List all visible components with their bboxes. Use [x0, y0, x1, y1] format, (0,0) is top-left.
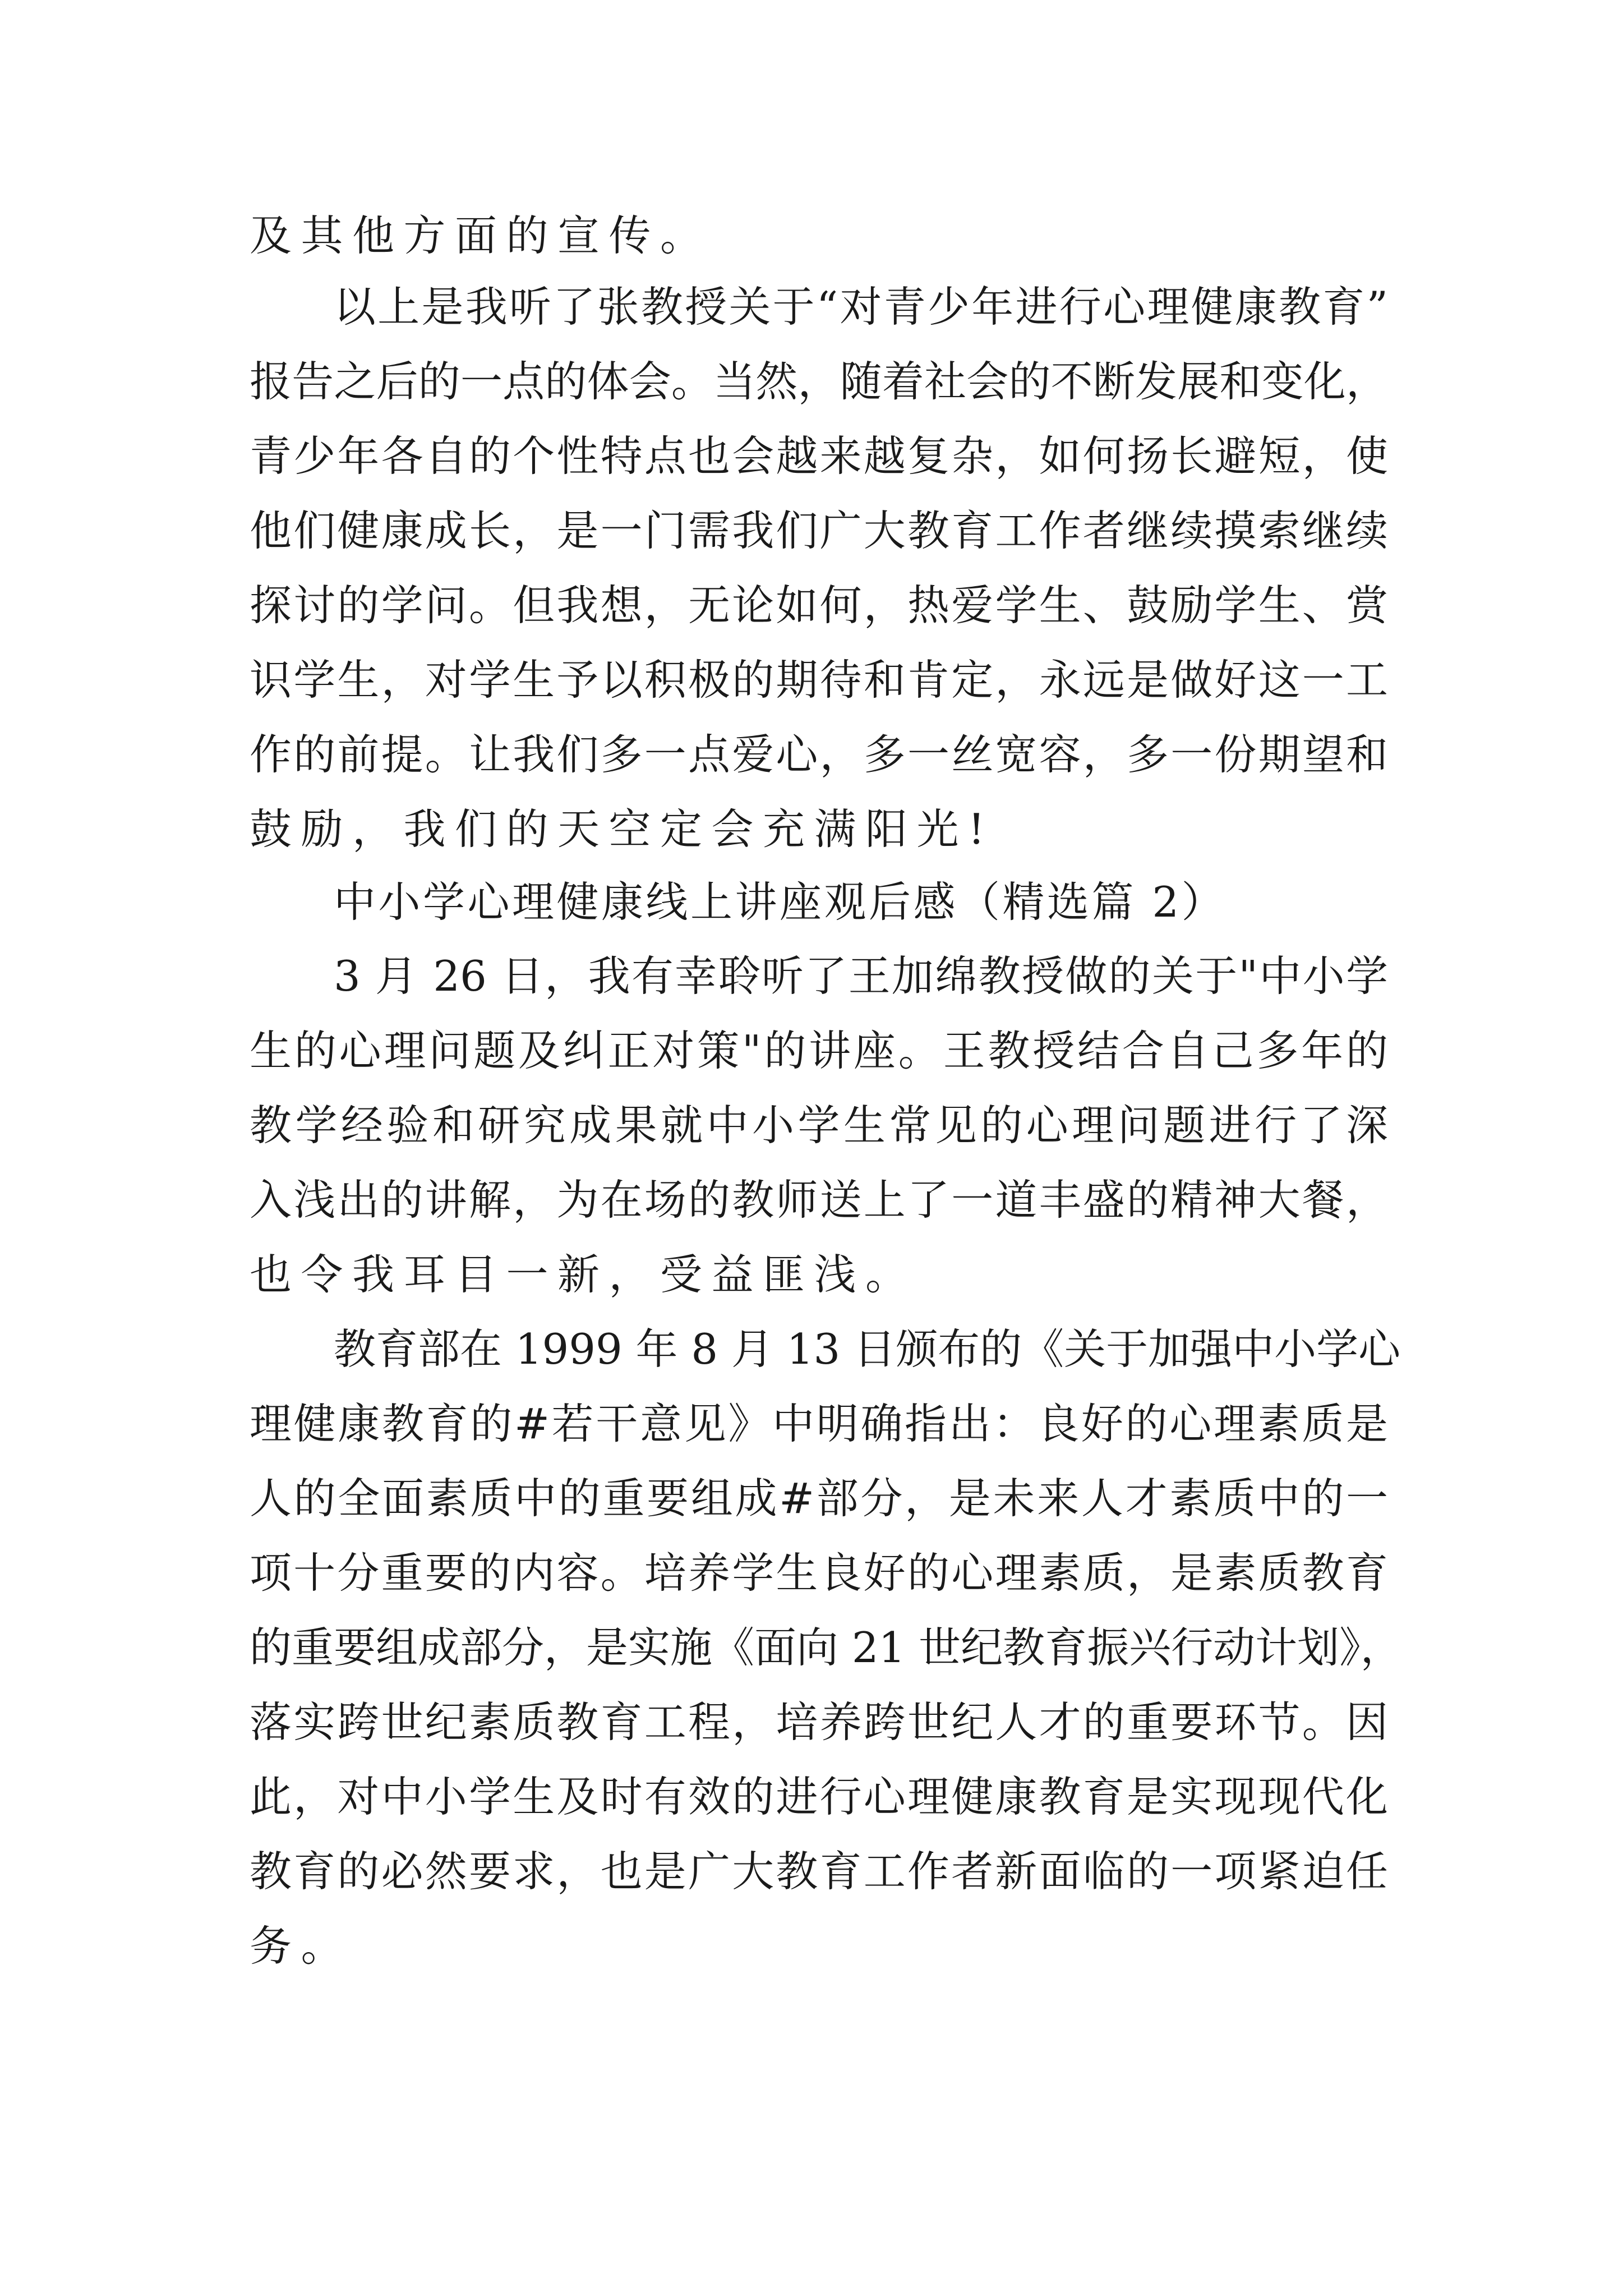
paragraph-line: 项十分重要的内容。培养学生良好的心理素质，是素质教育: [250, 1548, 1388, 1598]
paragraph-line: 理健康教育的#若干意见》中明确指出：良好的心理素质是: [250, 1399, 1388, 1448]
paragraph-line: 生的心理问题及纠正对策"的讲座。王教授结合自己多年的: [250, 1026, 1388, 1075]
paragraph-line: 他们健康成长，是一门需我们广大教育工作者继续摸索继续: [250, 506, 1388, 555]
paragraph-line: 以上是我听了张教授关于“对青少年进行心理健康教育”: [334, 282, 1388, 332]
paragraph-line: 及其他方面的宣传。: [250, 211, 712, 260]
paragraph-line: 人的全面素质中的重要组成#部分，是未来人才素质中的一: [250, 1474, 1388, 1523]
paragraph-line: 的重要组成部分，是实施《面向 21 世纪教育振兴行动计划》，: [250, 1623, 1403, 1672]
paragraph-line: 务。: [250, 1921, 353, 1971]
paragraph-line: 3 月 26 日，我有幸聆听了王加绵教授做的关于"中小学: [334, 951, 1388, 1001]
paragraph-line: 落实跨世纪素质教育工程，培养跨世纪人才的重要环节。因: [250, 1697, 1388, 1747]
paragraph-line: 教育的必然要求，也是广大教育工作者新面临的一项紧迫任: [250, 1847, 1388, 1896]
paragraph-line: 青少年各自的个性特点也会越来越复杂，如何扬长避短，使: [250, 431, 1388, 481]
paragraph-line: 探讨的学问。但我想，无论如何，热爱学生、鼓励学生、赏: [250, 581, 1388, 630]
paragraph-line: 教育部在 1999 年 8 月 13 日颁布的《关于加强中小学心: [334, 1324, 1401, 1374]
paragraph-line: 此，对中小学生及时有效的进行心理健康教育是实现现代化: [250, 1772, 1388, 1821]
paragraph-line: 鼓励，我们的天空定会充满阳光!: [250, 804, 994, 854]
paragraph-line: 入浅出的讲解，为在场的教师送上了一道丰盛的精神大餐，: [250, 1175, 1388, 1225]
paragraph-line: 作的前提。让我们多一点爱心，多一丝宽容，多一份期望和: [250, 730, 1388, 779]
paragraph-line: 也令我耳目一新，受益匪浅。: [250, 1250, 917, 1299]
paragraph-line: 识学生，对学生予以积极的期待和肯定，永远是做好这一工: [250, 655, 1388, 705]
paragraph-line: 教学经验和研究成果就中小学生常见的心理问题进行了深: [250, 1101, 1388, 1150]
paragraph-line: 报告之后的一点的体会。当然，随着社会的不断发展和变化，: [250, 357, 1388, 406]
section-title: 中小学心理健康线上讲座观后感（精选篇 2）: [334, 877, 1227, 927]
